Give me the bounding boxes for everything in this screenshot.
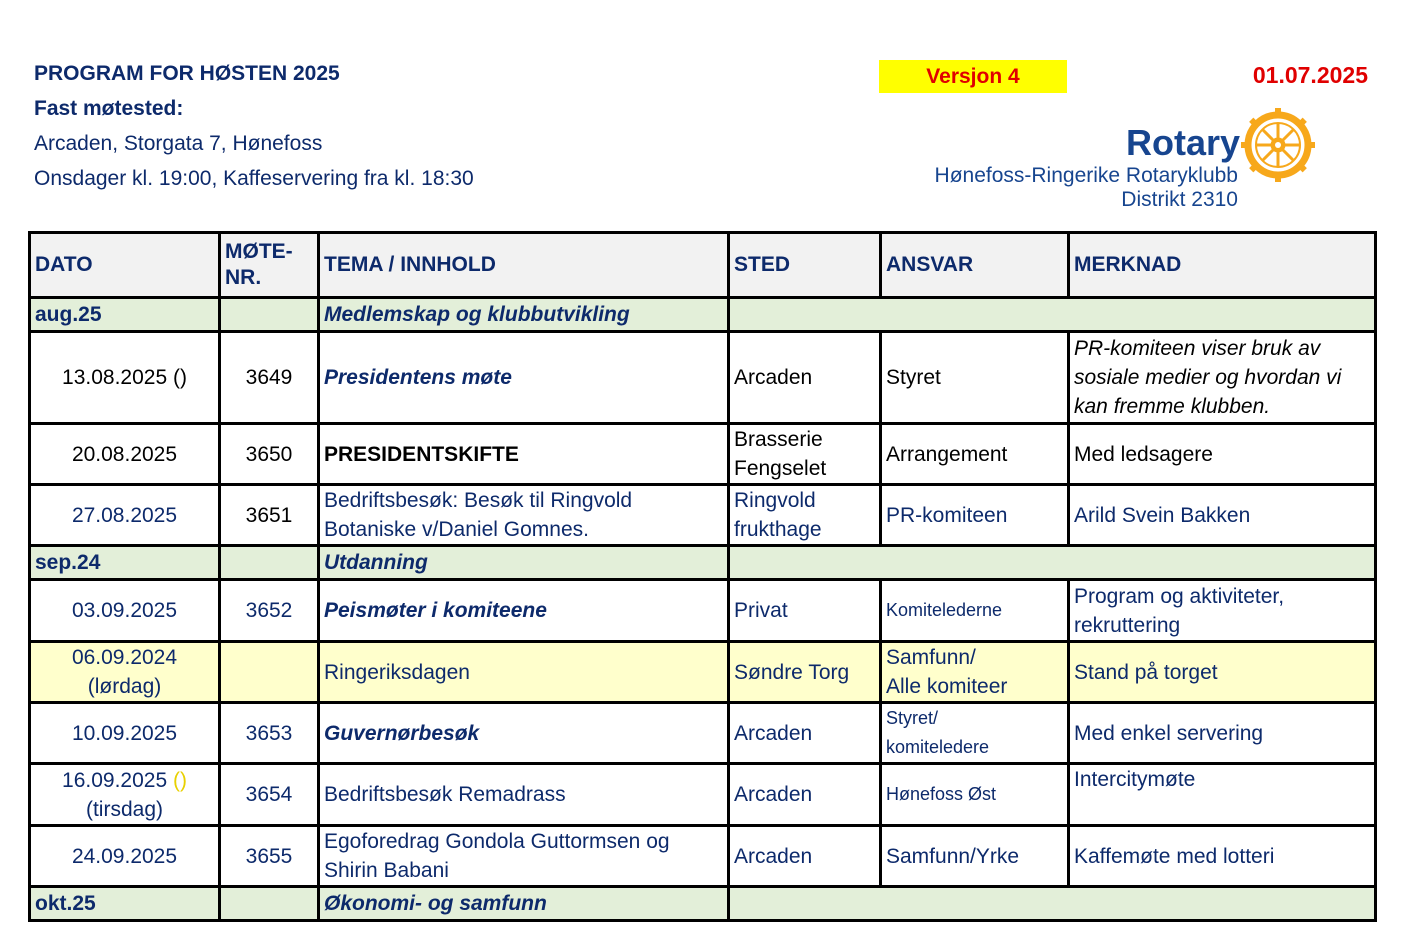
cell-merknad: Med ledsagere bbox=[1069, 424, 1376, 485]
cell-sted: Arcaden bbox=[729, 332, 881, 424]
cell-nr: 3650 bbox=[220, 424, 319, 485]
table-row bbox=[30, 424, 1376, 485]
cell-tema: Presidentens møte bbox=[319, 332, 729, 424]
cell-sted: Brasserie Fengselet bbox=[729, 424, 881, 485]
cell-nr: 3649 bbox=[220, 332, 319, 424]
cell-ansvar: Hønefoss Øst bbox=[881, 764, 1069, 826]
cell-nr: 3652 bbox=[220, 580, 319, 642]
header-dato: DATO bbox=[30, 233, 220, 298]
cell-nr: 3651 bbox=[220, 485, 319, 546]
version-badge: Versjon 4 bbox=[879, 60, 1067, 93]
cell-merknad: Med enkel servering bbox=[1069, 703, 1376, 764]
cell-tema: Bedriftsbesøk Remadrass bbox=[319, 764, 729, 826]
rotary-wheel-icon bbox=[1240, 108, 1320, 182]
cell-sted: Arcaden bbox=[729, 703, 881, 764]
district-name: Distrikt 2310 bbox=[1121, 188, 1238, 211]
club-name: Hønefoss-Ringerike Rotaryklubb bbox=[934, 164, 1238, 187]
cell-nr: 3655 bbox=[220, 826, 319, 887]
table-header-row bbox=[30, 233, 1376, 298]
cell-sted: Arcaden bbox=[729, 826, 881, 887]
cell-sted: Ringvold frukthage bbox=[729, 485, 881, 546]
meeting-place-label: Fast møtested: bbox=[34, 97, 184, 120]
cell-merknad: Intercitymøte bbox=[1069, 764, 1376, 826]
table-row bbox=[30, 642, 1376, 703]
table-row bbox=[30, 703, 1376, 764]
rotary-logo-word: Rotary bbox=[1126, 122, 1241, 163]
section-row-aug bbox=[30, 298, 1376, 332]
cell-date: 10.09.2025 bbox=[30, 703, 220, 764]
cell-tema: Ringeriksdagen bbox=[319, 642, 729, 703]
document-date: 01.07.2025 bbox=[1252, 62, 1368, 88]
table-row bbox=[30, 485, 1376, 546]
section-month: sep.24 bbox=[30, 546, 220, 580]
cell-sted: Søndre Torg bbox=[729, 642, 881, 703]
section-month: okt.25 bbox=[30, 887, 220, 921]
cell-tema: Guvernørbesøk bbox=[319, 703, 729, 764]
page-title: PROGRAM FOR HØSTEN 2025 bbox=[34, 62, 340, 85]
cell-ansvar: Samfunn/Yrke bbox=[881, 826, 1069, 887]
cell-ansvar: Styret/ komiteledere bbox=[881, 703, 1069, 764]
header-ansvar: ANSVAR bbox=[881, 233, 1069, 298]
section-theme: Medlemskap og klubbutvikling bbox=[319, 298, 729, 332]
table-row bbox=[30, 332, 1376, 424]
cell-merknad: Program og aktiviteter, rekruttering bbox=[1069, 580, 1376, 642]
header-tema: TEMA / INNHOLD bbox=[319, 233, 729, 298]
meeting-address: Arcaden, Storgata 7, Hønefoss bbox=[34, 132, 323, 155]
section-row-okt bbox=[30, 887, 1376, 921]
cell-tema: Bedriftsbesøk: Besøk til Ringvold Botaniske v/Daniel Gomnes. bbox=[319, 485, 729, 546]
cell-date: 06.09.2024 (lørdag) bbox=[30, 642, 220, 703]
cell-date: 24.09.2025 bbox=[30, 826, 220, 887]
cell-tema: Peismøter i komiteene bbox=[319, 580, 729, 642]
cell-tema: Egoforedrag Gondola Guttormsen og Shirin Babani bbox=[319, 826, 729, 887]
cell-ansvar: Komitelederne bbox=[881, 580, 1069, 642]
cell-merknad: Stand på torget bbox=[1069, 642, 1376, 703]
cell-date: 03.09.2025 bbox=[30, 580, 220, 642]
section-month: aug.25 bbox=[30, 298, 220, 332]
section-theme: Økonomi- og samfunn bbox=[319, 887, 729, 921]
cell-date: 20.08.2025 bbox=[30, 424, 220, 485]
cell-sted: Arcaden bbox=[729, 764, 881, 826]
header-mote-nr: MØTE- NR. bbox=[220, 233, 319, 298]
cell-date: 16.09.2025 () (tirsdag) bbox=[30, 764, 220, 826]
table-row bbox=[30, 764, 1376, 826]
header-sted: STED bbox=[729, 233, 881, 298]
cell-merknad: Kaffemøte med lotteri bbox=[1069, 826, 1376, 887]
table-row bbox=[30, 580, 1376, 642]
section-row-sep bbox=[30, 546, 1376, 580]
cell-merknad: Arild Svein Bakken bbox=[1069, 485, 1376, 546]
cell-merknad: PR-komiteen viser bruk av sosiale medier og hvordan vi kan fremme klubben. bbox=[1069, 332, 1376, 424]
section-theme: Utdanning bbox=[319, 546, 729, 580]
cell-nr: 3654 bbox=[220, 764, 319, 826]
header-merknad: MERKNAD bbox=[1069, 233, 1376, 298]
cell-sted: Privat bbox=[729, 580, 881, 642]
cell-ansvar: Samfunn/ Alle komiteer bbox=[881, 642, 1069, 703]
cell-ansvar: PR-komiteen bbox=[881, 485, 1069, 546]
cell-tema: PRESIDENTSKIFTE bbox=[319, 424, 729, 485]
cell-date: 13.08.2025 () bbox=[30, 332, 220, 424]
cell-date: 27.08.2025 bbox=[30, 485, 220, 546]
cell-nr bbox=[220, 642, 319, 703]
cell-nr: 3653 bbox=[220, 703, 319, 764]
program-table bbox=[28, 231, 1377, 922]
table-row bbox=[30, 826, 1376, 887]
cell-ansvar: Styret bbox=[881, 332, 1069, 424]
cell-ansvar: Arrangement bbox=[881, 424, 1069, 485]
meeting-time: Onsdager kl. 19:00, Kaffeservering fra kl. 18:30 bbox=[34, 167, 474, 190]
